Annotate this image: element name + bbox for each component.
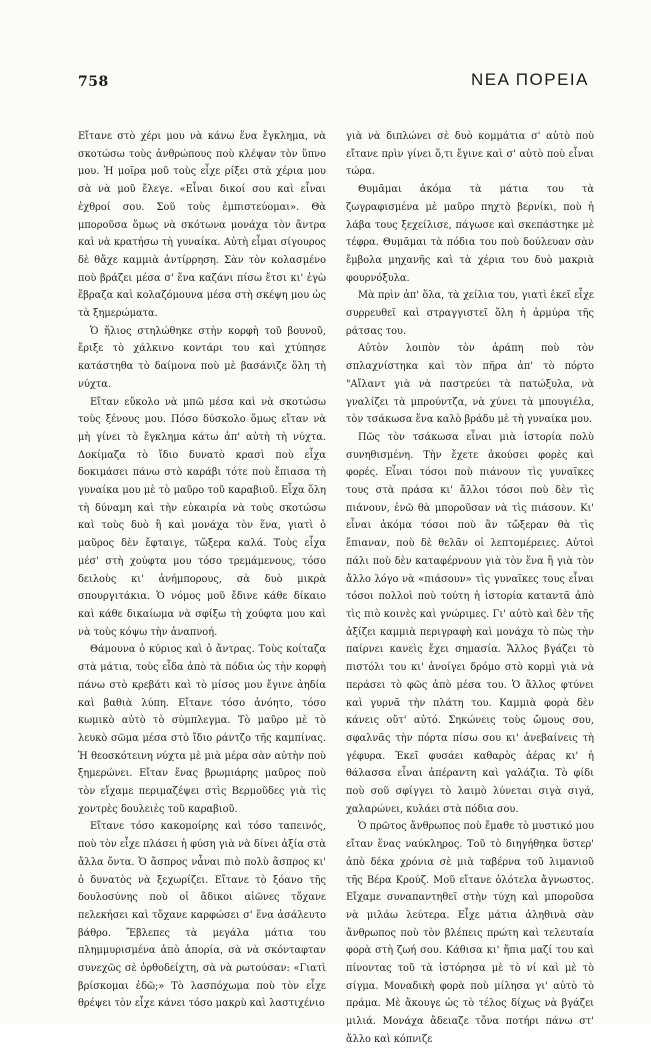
- paragraph: Ὁ ἥλιος στηλώθηκε στὴν κορφὴ τοῦ βουνοῦ, ἔριξε τὸ χάλκινο κοντάρι του καὶ χτύπησε κατάστηθα τὸ δαίμονα ποὺ μὲ βασάνιζε ὅλη τὴ νύχτα.: [78, 325, 326, 390]
- paragraph: Μὰ πρὶν ἀπ' ὅλα, τὰ χείλια του, γιατὶ ἐκεῖ εἶχε συρρευθεῖ καὶ στραγγιστεῖ ὅλη ἡ ἁρμύρα τῆς ράτσας του.: [346, 290, 594, 337]
- paragraph: Εἴτανε τόσο κακομοίρης καὶ τόσο ταπεινός, ποὺ τὸν εἶχε πλάσει ἡ φύση γιὰ νὰ δίνει ἀξία στὰ ἄλλα ὄντα. Ὁ ἄσπρος νἆναι πιὸ πολὺ ἄσπρος κι' ὁ δυνατὸς νὰ ξεχωρίζει. Εἴτανε τὸ ξόανο τῆς δουλοσύνης ποὺ οἱ ἄδικοι αἰῶνες τὄχανε πελεκήσει καὶ τὄχανε καρφώσει σ' ἕνα ἀσάλευτο βάθρο. Ἔβλεπες τὰ μεγάλα μάτια του πλημμυρισμένα ἀπὸ ἀπορία, σὰ νὰ σκόνταφταν συνεχῶς σὲ ὀρθοδείχτη, σὰ νὰ ρωτούσαν: «Γιατὶ βρίσκομαι ἐδῶ;» Τὸ λασπόχωμα ποὺ τὸν εἶχε θρέψει τὸν εἶχε κάνει τόσο μακρὺ καὶ λαστιχένιο: [78, 821, 326, 1010]
- left-column: [78, 128, 326, 1013]
- right-column: [346, 128, 594, 1049]
- running-title: ΝΕΑ ΠΟΡΕΙΑ: [471, 70, 589, 89]
- page-header: [78, 70, 589, 94]
- paragraph: γιὰ νὰ διπλώνει σὲ δυὸ κομμάτια σ' αὐτὸ ποὺ εἴτανε πρὶν γίνει ὅ,τι ἔγινε καὶ σ' αὐτὸ ποὺ εἶναι τώρα.: [346, 131, 594, 178]
- paragraph: Αὐτὸν λοιπὸν τὸν ἀράπη ποὺ τὸν σπλαχνίστηκα καὶ τὸν πῆρα ἀπ' τὸ πόρτο "Αἴλαντ γιὰ νὰ παστρεύει τὰ πατώξυλα, νὰ γναλίζει τὰ μπρούντζα, νὰ χύνει τὰ μπουγιέλα, τὸν τσάκωσα ἕνα καλὸ βράδυ μὲ τὴ γυναίκα μου.: [346, 343, 594, 426]
- paragraph: Εἴταν εὔκολο νὰ μπῶ μέσα καὶ νὰ σκοτώσω τοὺς ξένους μου. Πόσο δύσκολο ὅμως εἴταν νὰ μὴ γίνει τὸ ἔγκλημα κάτω ἀπ' αὐτὴ τὴ νύχτα. Δοκίμαζα τὸ ἴδιο δυνατὸ κρασὶ ποὺ εἶχα δοκιμάσει πάνω στὸ καράβι τότε ποὺ ἔπιασα τὴ γυναίκα μου μὲ τὸ μαῦρο τοῦ καραβιοῦ. Εἶχα ὅλη τὴ δύναμη καὶ τὴν εὐκαιρία νὰ τοὺς σκοτώσω καὶ τοὺς δυὸ ἢ καὶ μονάχα τὸν ἕνα, γιατὶ ὁ μαῦρος δὲν ἔφταιγε, τὤξερα καλά. Τοὺς εἶχα μέσ' στὴ χούφτα μου τόσο τρεμάμενους, τόσο δειλοὺς κι' ἀνήμπορους, σὰ δυὸ μικρὰ σπουργιτάκια. Ὁ νόμος μοῦ ἔδινε κάθε δίκαιο καὶ κάθε δικαίωμα νὰ σφίξω τὴ χούφτα μου καὶ νὰ τοὺς κόψω τὴν ἀναπνοή.: [78, 396, 326, 638]
- paragraph: Θυμᾶμαι ἀκόμα τὰ μάτια του τὰ ζωγραφισμένα μὲ μαῦρο πηχτὸ βερνίκι, ποὺ ἡ λάβα τους ξεχείλισε, πάγωσε καὶ σκεπάστηκε μὲ τέφρα. Θυμᾶμαι τὰ πόδια του ποὺ δούλευαν σὰν ἔμβολα μηχανῆς καὶ τὰ χέρια του δυὸ μακριὰ φουρνόξυλα.: [346, 184, 594, 284]
- paragraph: Ὁ πρῶτος ἄνθρωπος ποὺ ἔμαθε τὸ μυστικό μου εἴταν ἕνας ναύκληρος. Τοῦ τὸ διηγήθηκα ὕστερ' ἀπὸ δέκα χρόνια σὲ μιὰ ταβέρνα τοῦ λιμανιοῦ τῆς Βέρα Κρούζ. Μοῦ εἴτανε ὁλότελα ἄγνωστος. Εἴχαμε συναπαντηθεῖ στὴν τύχη καὶ μποροῦσα νὰ μιλάω λεύτερα. Εἶχε μάτια ἀληθινὰ σὰν ἄνθρωπος ποὺ τὸν βλέπεις πρώτη καὶ τελευταία φορὰ στὴ ζωή σου. Κάθισα κι' ἤπια μαζί του καὶ πίνοντας τοῦ τὰ ἱστόρησα μὲ τὸ νί καὶ μὲ τὸ σίγμα. Μοναδικὴ φορὰ ποὺ μίλησα γι' αὐτὸ τὸ πράμα. Μὲ ἄκουγε ὡς τὸ τέλος δίχως νὰ βγάζει μιλιά. Μονάχα ἄδειαζε τὄνα ποτήρι πάνω στ' ἄλλο καὶ κόπνιζε: [346, 821, 594, 1045]
- text-columns: [78, 128, 594, 1045]
- paragraph: Εἴτανε στὸ χέρι μου νὰ κάνω ἕνα ἔγκλημα, νὰ σκοτώσω τοὺς ἀνθρώπους ποὺ κλέψαν τὸν ὕπνο μου. Ἡ μοῖρα μοῦ τοὺς εἶχε ρίξει στὰ χέρια μου σὰ νὰ μοῦ ἔλεγε. «Εἶναι δικοί σου καὶ εἶναι ἐχθροί σου. Σοῦ τοὺς ἐμπιστεύομαι». Θὰ μποροῦσα ὅμως νὰ σκότωνα μονάχα τὸν ἄντρα καὶ νὰ κρατήσω τὴ γυναίκα. Αὐτὴ εἶμαι σίγουρος δὲ θἄχε καμμιὰ ἀντίρρηση. Σὰν τὸν κολασμένο ποὺ βράζει μέσα σ' ἕνα καζάνι πίσω ἔτσι κι' ἐγὼ ἔβραζα καὶ κολαζόμουνα μέσα στὴ σκέψη μου ὡς τὰ ξημερώματα.: [78, 131, 326, 320]
- paragraph: Πῶς τὸν τσάκωσα εἶναι μιὰ ἱστορία πολὺ συνηθισμένη. Τὴν ἔχετε ἀκούσει φορὲς καὶ φορές. Εἶναι τόσοι ποὺ πιάνουν τὶς γυναῖκες τους στὰ πράσα κι' ἄλλοι τόσοι ποὺ δὲν τὶς πιάνουν, ἐνῶ θὰ μποροῦσαν νὰ τὶς πιάσουν. Κι' εἶναι ἀκόμα τόσοι ποὺ ἂν τὤξεραν θὰ τὶς ἔπιαναν, ποὺ δὲ θελᾶν οἱ λεπτομέρειες. Αὐτοὶ πάλι ποὺ δὲν καταφέρνουν γιὰ τὸν ἕνα ἢ γιὰ τὸν ἄλλο λόγο νὰ «πιάσουν» τὶς γυναῖκες τους εἶναι τόσοι πολλοὶ ποὺ τούτη ἡ ἱστορία καταντᾶ ἀπὸ τὶς πιὸ κοινὲς καὶ γνώριμες. Γι' αὐτὸ καὶ δὲν τῆς ἀξίζει καμμιὰ περιγραφὴ καὶ μονάχα τὸ πὼς τὴν παίρνει κανεὶς ἔχει σημασία. Ἄλλος βγάζει τὸ πιστόλι του κι' ἀνοίγει δρόμο στὸ κορμὶ γιὰ νὰ περάσει τὸ φῶς ἀπὸ μέσα του. Ὁ ἄλλος φτύνει καὶ γυρνᾶ τὴν πλάτη του. Καμμιὰ φορὰ δὲν κάνεις οὔτ' αὐτό. Σηκώνεις τοὺς ὤμους σου, σφαλνᾶς τὴν πόρτα πίσω σου κι' ἀνεβαίνεις τὴ γέφυρα. Ἐκεῖ φυσάει καθαρὸς ἀέρας κι' ἡ θάλασσα εἶναι ἀπέραντη καὶ γαλάζια. Τὸ φίδι ποὺ σοῦ σφίγγει τὸ λαιμὸ λύνεται σιγὰ σιγά, χαλαρώνει, κυλάει στὰ πόδια σου.: [346, 431, 594, 815]
- page-number: 758: [78, 74, 109, 90]
- paragraph: Θάμουνα ὁ κύριος καὶ ὁ ἄντρας. Τοὺς κοίταζα στὰ μάτια, τοὺς εἶδα ἀπὸ τὰ πόδια ὡς τὴν κορφὴ πάνω στὸ κρεβάτι καὶ τὸ μίσος μου ἔγινε ἀηδία καὶ βαθιὰ λύπη. Εἴτανε τόσο ἀνόητο, τόσο κωμικὸ αὐτὸ τὸ σύμπλεγμα. Τὸ μαῦρο μὲ τὸ λευκὸ σῶμα μέσα στὸ ἴδιο ράντζο τῆς καμπίνας. Ἡ θεοσκότεινη νύχτα μὲ μιὰ μέρα σὰν αὐτὴν ποὺ ξημερώνει. Εἴταν ἕνας βρωμιάρης μαῦρος ποὺ τὸν εἴχαμε περιμαζέψει στὶς Βερμοῦδες γιὰ τὶς χοντρὲς δουλειὲς τοῦ καραβιοῦ.: [78, 644, 326, 815]
